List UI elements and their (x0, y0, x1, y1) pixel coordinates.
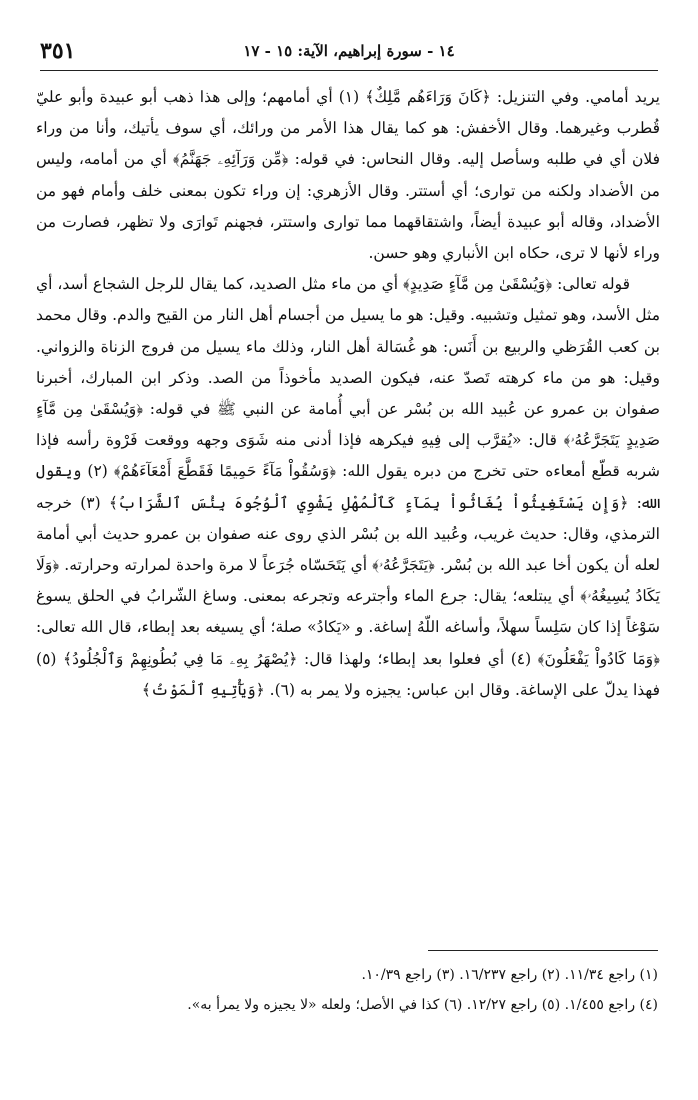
footnotes (40, 960, 658, 1020)
footnote-line: (٤) راجع ١/٤٥٥. (٥) راجع ١٢/٢٧. (٦) كذا في الأصل؛ ولعله «لا يجيزه ولا يمرأ به». (187, 997, 658, 1013)
paragraph: يريد أمامي. وفي التنزيل: ﴿كَانَ وَرَاءَهُم مَّلِكٌ﴾ (١) أي أمامهم؛ وإلى هذا ذهب أبو عبيدة وأبو عليّ قُطرب وغيرهما. وقال الأخفش: هو كما يقال هذا الأمر من ورائك، أي سوف يأتيك، وأنا من وراء فلان أي في طلبه وسأصل إليه. وقال النحاس: في قوله: ﴿مِّن وَرَآئِهِۦ جَهَنَّمُ﴾ أي من أمامه، وليس من الأضداد ولكنه من توارى؛ أي أستتر. وقال الأزهري: إن وراء تكون بمعنى خلف وأمام فهو من الأضداد، وقاله أبو عبيدة أيضاً، واشتقاقهما مما توارى واستتر، فجهنم تَوارَى ولا تظهر، فصارت من وراء لأنها لا ترى، حكاه ابن الأنباري وهو حسن. (36, 88, 660, 263)
running-title: ١٤ - سورة إبراهيم، الآية: ١٥ - ١٧ (243, 42, 455, 60)
page-number: ٣٥١ (40, 38, 76, 64)
footnote-line: (١) راجع ١١/٣٤. (٢) راجع ١٦/٢٣٧. (٣) راجع ١٠/٣٩. (361, 967, 658, 983)
footnote-separator (428, 950, 658, 951)
paragraph: قوله تعالى: ﴿وَيُسْقَىٰ مِن مَّآءٍ صَدِيدٍ﴾ أي من ماء مثل الصديد، كما يقال للرجل الشجاع أسد، أي مثل الأسد، وهو تمثيل وتشبيه. وقيل: هو ما يسيل من أجسام أهل النار من القيح والدم. وقال محمد بن كعب القُرَظي والربيع بن أَنَس: هو غُسَالة أهل النار، وذلك ماء يسيل من فروج الزناة والزواني. وقيل: هو من ماء كرهته تَصدّ عنه، فيكون الصديد مأخوذاً من الصد. وذكر ابن المبارك، أخبرنا صفوان بن عمرو عن عُبيد الله بن بُسْر عن أبي أُمامة عن النبي ﷺ في قوله: ﴿وَيُسْقَىٰ مِن مَّآءٍ صَدِيدٍ يَتَجَرَّعُهُۥ﴾ قال: «يُقرَّب إلى فِيهِ فيكرهه فإذا أدنى منه شَوَى وجهه ووقعت فَرْوة رأسه فإذا شربه قطّع أمعاءه حتى تخرج من دبره يقول الله: ﴿وَسُقُواْ مَآءً حَمِيمًا فَقَطَّعَ أَمْعَآءَهُمْ﴾ (٢) ويقول الله: ﴿وَإِن يَسْتَغِيثُواْ يُغَاثُواْ بِمَآءٍ كَٱلْمُهْلِ يَشْوِي ٱلْوُجُوهَ بِئْسَ ٱلشَّرَابُ﴾ (٣) خرجه الترمذي، وقال: حديث غريب، وعُبيد الله بن بُسْر الذي روى عنه صفوان بن عمرو حديث أبي أمامة لعله أن يكون أخا عبد الله بن بُسْر. ﴿يَتَجَرَّعُهُۥ﴾ أي يَتَحَسّاه جُرَعاً لا مرة واحدة لمرارته وحرارته. ﴿وَلَا يَكَادُ يُسِيغُهُۥ﴾ أي يبتلعه؛ يقال: جرع الماء وأجترعه وتجرعه بمعنى. وساغ الشّرابُ في الحلق يسوغ سَوْغاً إذا كان سَلِساً سهلاً، وأساغه اللّهُ إساغة. و «يَكادُ» صلة؛ أي يسيغه بعد إبطاء، قال الله تعالى: ﴿وَمَا كَادُواْ يَفْعَلُونَ﴾ (٤) أي فعلوا بعد إبطاء؛ ولهذا قال: ﴿يُصْهَرُ بِهِۦ مَا فِي بُطُونِهِمْ وَٱلْجُلُودُ﴾ (٥) فهذا يدلّ على الإساغة. وقال ابن عباس: يجيزه ولا يمر به (٦). ﴿وَيَأْتِيهِ ٱلْمَوْتُ﴾ (36, 275, 661, 699)
body-text (36, 82, 660, 706)
page-header (40, 36, 658, 71)
